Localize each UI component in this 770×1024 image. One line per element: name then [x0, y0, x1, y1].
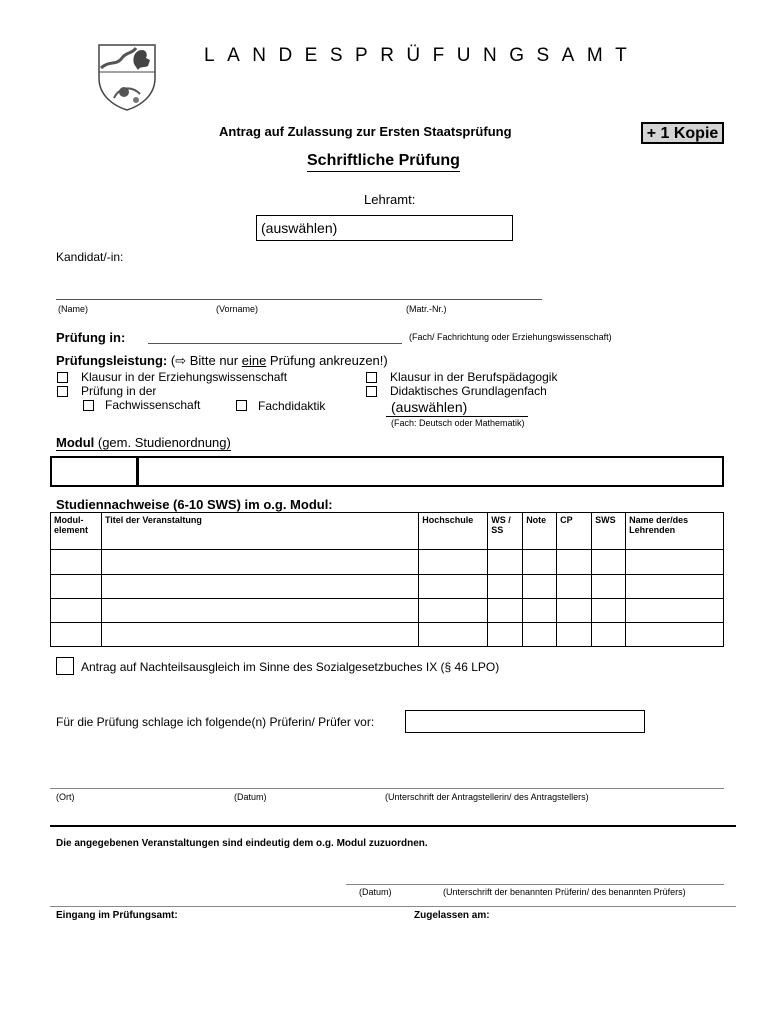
- kandidat-line: [56, 299, 542, 300]
- table-cell[interactable]: [419, 623, 488, 647]
- table-cell[interactable]: [101, 575, 418, 599]
- table-cell[interactable]: [101, 550, 418, 575]
- section-divider: [50, 825, 736, 827]
- pruefer-vorschlag-label: Für die Prüfung schlage ich folgende(n) Prüferin/ Prüfer vor:: [56, 715, 375, 729]
- table-row: [51, 599, 724, 623]
- label-klausur-ew: Klausur in der Erziehungswissenschaft: [81, 370, 288, 384]
- datum2-caption: (Datum): [359, 887, 392, 897]
- table-cell[interactable]: [557, 623, 592, 647]
- modul-heading-row: [56, 435, 231, 451]
- table-cell[interactable]: [488, 623, 523, 647]
- hint-pre: Bitte nur: [186, 353, 242, 368]
- label-didaktisches: Didaktisches Grundlagenfach: [390, 384, 547, 398]
- checkbox-didaktisches[interactable]: [366, 386, 377, 397]
- zuordnung-note: Die angegebenen Veranstaltungen sind eindeutig dem o.g. Modul zuzuordnen.: [56, 838, 428, 849]
- table-cell[interactable]: [592, 550, 626, 575]
- unterschrift2-caption: (Unterschrift der benannten Prüferin/ des benannten Prüfers): [443, 887, 686, 897]
- table-cell[interactable]: [523, 623, 557, 647]
- table-row: [51, 623, 724, 647]
- form-title: Antrag auf Zulassung zur Ersten Staatsprüfung: [219, 124, 512, 139]
- checkbox-klausur-bp[interactable]: [366, 372, 377, 383]
- eingang-label: Eingang im Prüfungsamt:: [56, 910, 178, 921]
- table-cell[interactable]: [51, 623, 102, 647]
- col-header: Note: [523, 513, 557, 550]
- footer-line: [50, 906, 736, 907]
- pruefungsleistung-heading: Prüfungsleistung:: [56, 353, 168, 368]
- table-cell[interactable]: [101, 599, 418, 623]
- copy-badge: + 1 Kopie: [641, 122, 724, 144]
- label-nachteilsausgleich: Antrag auf Nachteilsausgleich im Sinne des Sozialgesetzbuches IX (§ 46 LPO): [81, 660, 500, 674]
- table-cell[interactable]: [419, 550, 488, 575]
- arrow-right-icon: ⇨: [175, 353, 187, 368]
- table-cell[interactable]: [523, 575, 557, 599]
- modul-title-field[interactable]: [137, 456, 724, 487]
- hint-underlined: eine: [241, 353, 267, 368]
- table-cell[interactable]: [626, 599, 724, 623]
- table-cell[interactable]: [592, 623, 626, 647]
- fach-select-value: (auswählen): [391, 399, 468, 415]
- table-cell[interactable]: [626, 575, 724, 599]
- signature2-line: [346, 884, 724, 885]
- table-header-row: [51, 513, 724, 550]
- table-cell[interactable]: [51, 575, 102, 599]
- kandidat-label: Kandidat/-in:: [56, 250, 124, 264]
- table-cell[interactable]: [592, 575, 626, 599]
- checkbox-klausur-ew[interactable]: [57, 372, 68, 383]
- checkbox-nachteilsausgleich[interactable]: [56, 657, 74, 675]
- modul-number-field[interactable]: [50, 456, 138, 487]
- hint-post: Prüfung ankreuzen!): [266, 353, 388, 368]
- vorname-caption: (Vorname): [216, 304, 259, 314]
- label-pruefung-in-der: Prüfung in der: [81, 384, 157, 398]
- label-fachwissenschaft: Fachwissenschaft: [105, 398, 201, 412]
- checkbox-fachdidaktik[interactable]: [236, 400, 247, 411]
- matr-caption: (Matr.-Nr.): [406, 304, 447, 314]
- coat-of-arms-icon: [96, 42, 158, 112]
- table-cell[interactable]: [51, 550, 102, 575]
- signature1-line: [50, 788, 724, 789]
- pruefungsleistung-heading-row: [56, 353, 388, 369]
- table-cell[interactable]: [488, 575, 523, 599]
- col-header: WS / SS: [488, 513, 523, 550]
- pruefung-in-line[interactable]: [148, 343, 402, 344]
- col-header: Name der/des Lehrenden: [626, 513, 724, 550]
- col-header: Modul- element: [51, 513, 102, 550]
- table-cell[interactable]: [419, 599, 488, 623]
- table-row: [51, 575, 724, 599]
- pruefung-in-label: Prüfung in:: [56, 330, 126, 345]
- col-header: Titel der Veranstaltung: [101, 513, 418, 550]
- name-caption: (Name): [58, 304, 89, 314]
- checkbox-fachwissenschaft[interactable]: [83, 400, 94, 411]
- col-header: CP: [557, 513, 592, 550]
- lehramt-select[interactable]: [256, 215, 513, 241]
- table-cell[interactable]: [523, 550, 557, 575]
- table-cell[interactable]: [488, 599, 523, 623]
- fach-caption: (Fach: Deutsch oder Mathematik): [391, 418, 525, 428]
- col-header: SWS: [592, 513, 626, 550]
- table-cell[interactable]: [626, 550, 724, 575]
- checkbox-pruefung-in-der[interactable]: [57, 386, 68, 397]
- table-cell[interactable]: [557, 599, 592, 623]
- col-header: Hochschule: [419, 513, 488, 550]
- hint-open: (: [170, 353, 176, 368]
- label-klausur-bp: Klausur in der Berufspädagogik: [390, 370, 558, 384]
- studiennachweise-table: [50, 512, 724, 647]
- table-cell[interactable]: [557, 550, 592, 575]
- authority-title: LANDESPRÜFUNGSAMT: [204, 45, 640, 66]
- table-cell[interactable]: [51, 599, 102, 623]
- table-row: [51, 550, 724, 575]
- pruefer-vorschlag-field[interactable]: [405, 710, 645, 733]
- unterschrift-caption: (Unterschrift der Antragstellerin/ des Antragstellers): [385, 792, 589, 802]
- lehramt-select-value: (auswählen): [261, 220, 338, 236]
- form-subtitle: Schriftliche Prüfung: [307, 152, 460, 172]
- pruefung-in-caption: (Fach/ Fachrichtung oder Erziehungswissenschaft): [409, 332, 612, 342]
- modul-heading: Modul: [56, 435, 95, 450]
- zugelassen-label: Zugelassen am:: [414, 910, 490, 921]
- studiennachweise-heading: Studiennachweise (6-10 SWS) im o.g. Modul:: [56, 497, 333, 512]
- table-cell[interactable]: [592, 599, 626, 623]
- modul-heading-suffix: (gem. Studienordnung): [94, 435, 231, 450]
- table-cell[interactable]: [523, 599, 557, 623]
- datum-caption: (Datum): [234, 792, 267, 802]
- table-cell[interactable]: [488, 550, 523, 575]
- lehramt-label: Lehramt:: [364, 192, 416, 207]
- table-cell[interactable]: [557, 575, 592, 599]
- table-cell[interactable]: [626, 623, 724, 647]
- table-cell[interactable]: [101, 623, 418, 647]
- table-cell[interactable]: [419, 575, 488, 599]
- label-fachdidaktik: Fachdidaktik: [258, 399, 326, 413]
- fach-select[interactable]: [386, 399, 528, 417]
- ort-caption: (Ort): [56, 792, 75, 802]
